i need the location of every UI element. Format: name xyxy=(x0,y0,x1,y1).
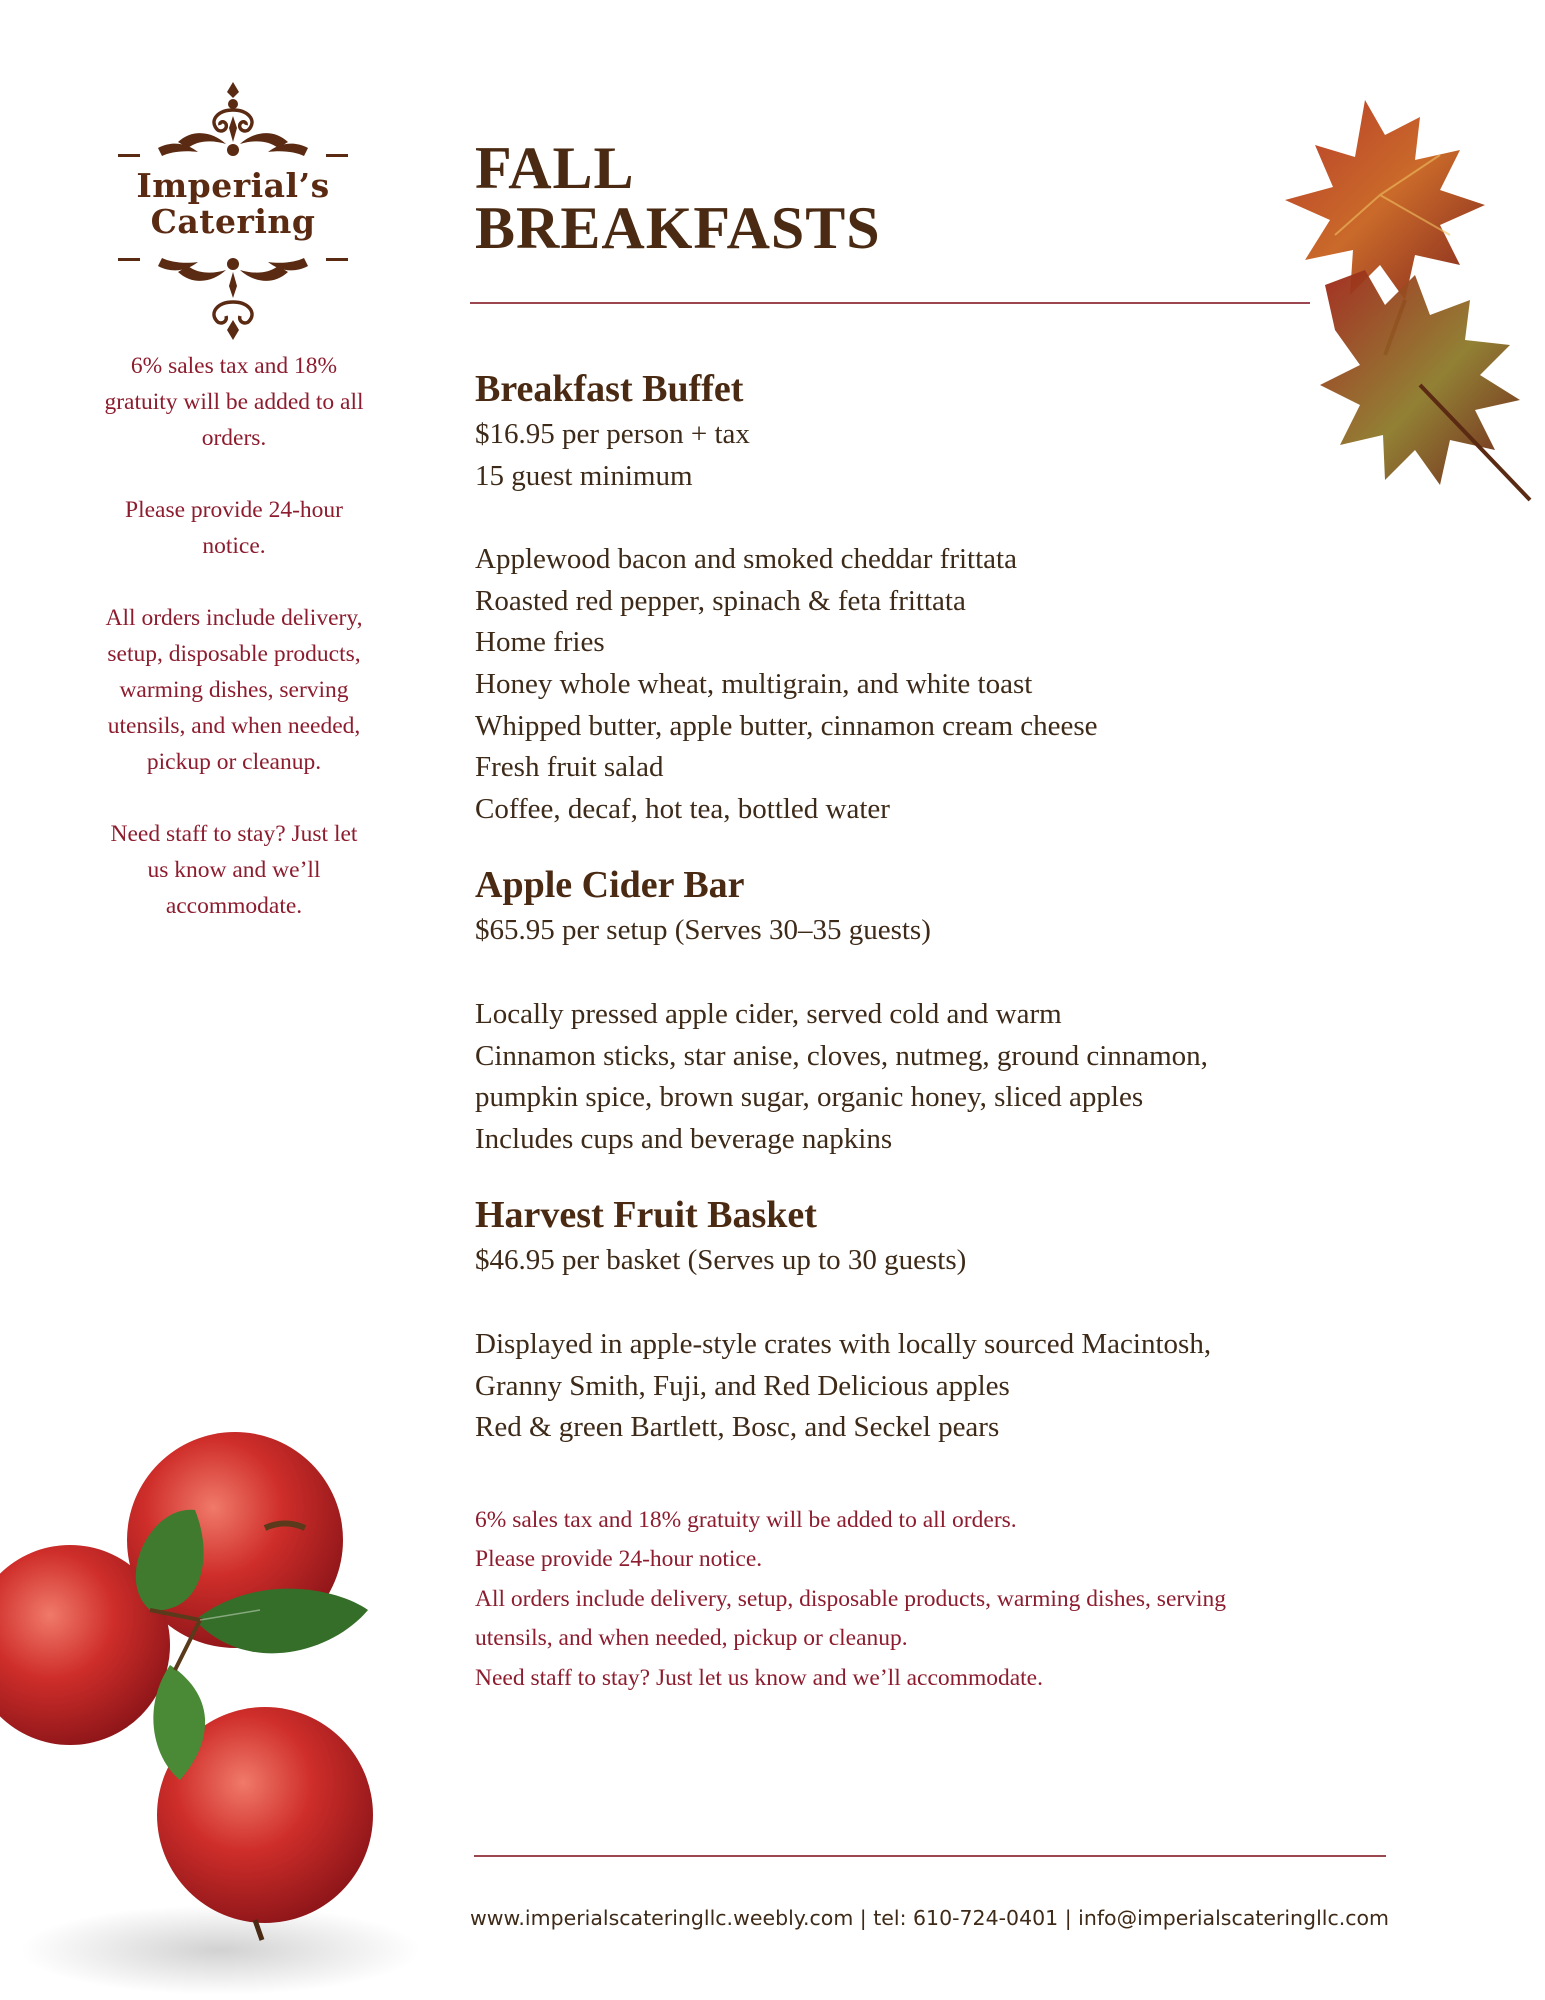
menu-item: Fresh fruit salad xyxy=(475,751,664,784)
sidebar-notes xyxy=(100,348,368,960)
page-title xyxy=(475,135,881,261)
section-price: $46.95 per basket (Serves up to 30 guests) xyxy=(475,1244,967,1277)
footer-contact: www.imperialscateringllc.weebly.com | tel: 610-724-0401 | info@imperialscateringllc.com xyxy=(470,1906,1390,1930)
bottom-notes xyxy=(475,1501,1355,1699)
brand-name-line1: Imperial’s xyxy=(136,166,330,205)
menu-item: Displayed in apple-style crates with locally sourced Macintosh, xyxy=(475,1327,1212,1360)
menu-item: Roasted red pepper, spinach & feta frittata xyxy=(475,584,966,617)
menu-item: pumpkin spice, brown sugar, organic honey, sliced apples xyxy=(475,1081,1144,1114)
page-title-line2: BREAKFASTS xyxy=(475,195,881,261)
menu-item: Coffee, decaf, hot tea, bottled water xyxy=(475,792,890,825)
sidebar-note-staff: Need staff to stay? Just let us know and we’ll accommodate. xyxy=(110,821,358,919)
menu-item: Granny Smith, Fuji, and Red Delicious apples xyxy=(475,1369,1010,1402)
menu-item: Cinnamon sticks, star anise, cloves, nutmeg, ground cinnamon, xyxy=(475,1039,1208,1072)
bottom-note: Need staff to stay? Just let us know and we’ll accommodate. xyxy=(475,1664,1043,1691)
bottom-note: 6% sales tax and 18% gratuity will be added to all orders. xyxy=(475,1506,1017,1533)
menu-content xyxy=(475,364,1355,1698)
breakfast-buffet-section xyxy=(475,364,1355,830)
menu-item: Locally pressed apple cider, served cold and warm xyxy=(475,997,1062,1030)
apple-cider-bar-section xyxy=(475,860,1355,1160)
bottom-note: Please provide 24-hour notice. xyxy=(475,1546,763,1573)
footer-divider xyxy=(474,1855,1386,1857)
section-title: Apple Cider Bar xyxy=(475,864,745,907)
imperials-catering-logo xyxy=(118,82,348,338)
bottom-note: All orders include delivery, setup, disposable products, warming dishes, serving xyxy=(475,1585,1226,1612)
page-title-line1: FALL xyxy=(475,135,635,201)
menu-item: Whipped butter, apple butter, cinnamon cream cheese xyxy=(475,709,1098,742)
menu-item: Applewood bacon and smoked cheddar frittata xyxy=(475,543,1017,576)
bottom-note: utensils, and when needed, pickup or cleanup. xyxy=(475,1625,908,1652)
harvest-fruit-basket-section xyxy=(475,1190,1355,1448)
section-title: Harvest Fruit Basket xyxy=(475,1194,817,1237)
section-price: $16.95 per person + tax xyxy=(475,418,750,450)
menu-item: Home fries xyxy=(475,626,605,659)
title-divider xyxy=(470,302,1310,304)
menu-item: Includes cups and beverage napkins xyxy=(475,1122,893,1155)
top-ornament-icon xyxy=(118,82,348,164)
menu-item: Red & green Bartlett, Bosc, and Seckel pears xyxy=(475,1411,1000,1444)
sidebar-note-tax: 6% sales tax and 18% gratuity will be added to all orders. xyxy=(104,353,364,451)
red-apples-image xyxy=(0,1410,440,2000)
menu-item: Honey whole wheat, multigrain, and white toast xyxy=(475,667,1033,700)
brand-name-line2: Catering xyxy=(150,202,316,241)
sidebar-note-includes: All orders include delivery, setup, disposable products, warming dishes, serving utensils, and when needed, pickup or cleanup. xyxy=(105,605,363,775)
bottom-ornament-icon xyxy=(118,250,348,340)
section-title: Breakfast Buffet xyxy=(475,368,744,410)
section-minimum: 15 guest minimum xyxy=(475,459,693,492)
section-price: $65.95 per setup (Serves 30–35 guests) xyxy=(475,914,931,947)
sidebar-note-notice: Please provide 24-hour notice. xyxy=(125,497,343,559)
